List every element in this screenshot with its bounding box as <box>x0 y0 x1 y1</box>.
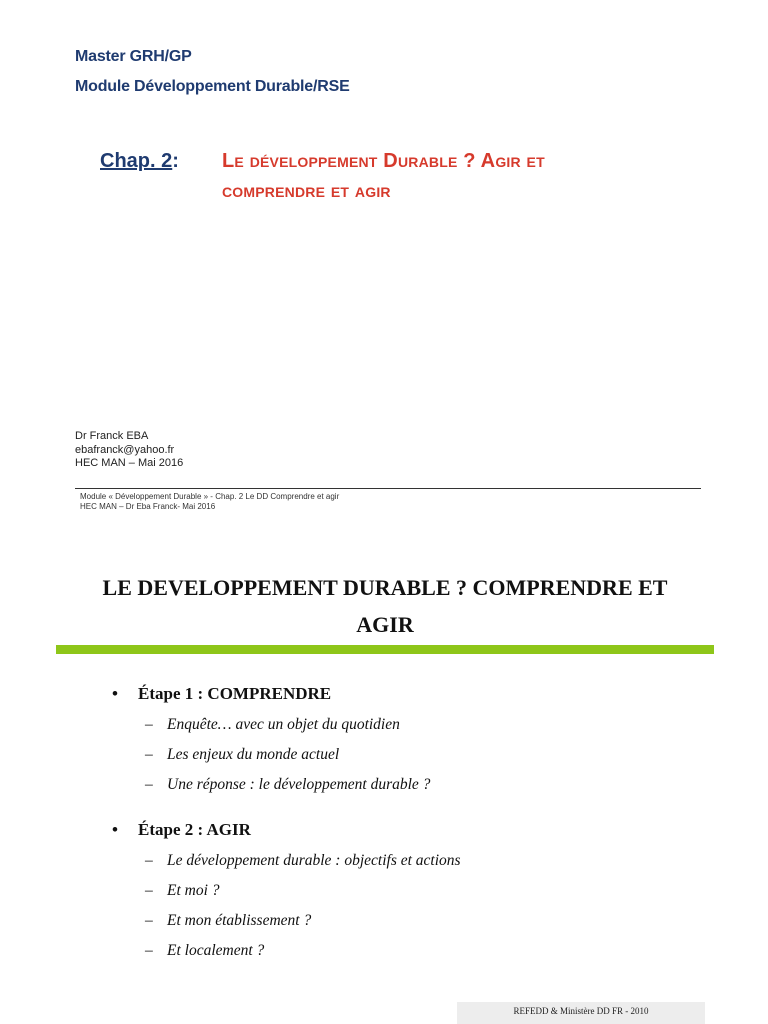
step-2-label: Étape 2 : AGIR <box>138 820 251 839</box>
step-2-item <box>145 852 461 870</box>
step-2-item-text: Et moi ? <box>167 882 220 899</box>
step-1-label: Étape 1 : COMPRENDRE <box>138 684 332 703</box>
dash-icon: – <box>145 852 153 869</box>
slide-credit: REFEDD & Ministère DD FR - 2010 <box>513 1006 649 1016</box>
page-footer-line-2: HEC MAN – Dr Eba Franck- Mai 2016 <box>80 502 216 511</box>
slide-title-line-2: AGIR <box>356 612 414 637</box>
chapter-label <box>100 150 179 173</box>
header-title: Master GRH/GP <box>75 48 192 65</box>
chapter-title-line-2: comprendre et agir <box>222 180 391 202</box>
step-2-item <box>145 882 220 900</box>
chapter-number: Chap. 2 <box>100 150 173 172</box>
step-2-item-text: Et localement ? <box>167 942 265 959</box>
step-2-item <box>145 942 264 960</box>
author-name: Dr Franck EBA <box>75 430 149 442</box>
page-divider <box>75 488 701 489</box>
dash-icon: – <box>145 746 153 763</box>
slide-title-line-1: LE DEVELOPPEMENT DURABLE ? COMPRENDRE ET <box>102 575 668 600</box>
header-subtitle: Module Développement Durable/RSE <box>75 78 350 95</box>
bullet-dot-icon: • <box>112 820 118 839</box>
dash-icon: – <box>145 716 153 733</box>
step-2-item-text: Et mon établissement ? <box>167 912 312 929</box>
bullet-dot-icon: • <box>112 684 118 703</box>
step-2-item <box>145 912 311 930</box>
chapter-title-line-1: Le développement Durable ? Agir et <box>222 150 545 172</box>
step-1-item-text: Enquête… avec un objet du quotidien <box>167 716 400 733</box>
step-2-heading <box>112 820 251 840</box>
step-1-item <box>145 716 400 734</box>
page-footer-line-1: Module « Développement Durable » - Chap. 2 Le DD Comprendre et agir <box>80 492 340 501</box>
step-2-item-text: Le développement durable : objectifs et actions <box>167 852 461 869</box>
author-email: ebafranck@yahoo.fr <box>75 444 175 456</box>
step-1-item <box>145 746 339 764</box>
dash-icon: – <box>145 912 153 929</box>
step-1-item <box>145 776 430 794</box>
step-1-item-text: Les enjeux du monde actuel <box>167 746 340 763</box>
dash-icon: – <box>145 882 153 899</box>
step-1-heading <box>112 684 331 704</box>
step-1-item-text: Une réponse : le développement durable ? <box>167 776 431 793</box>
dash-icon: – <box>145 942 153 959</box>
author-affiliation: HEC MAN – Mai 2016 <box>75 457 184 469</box>
slide-accent-bar <box>56 645 714 654</box>
dash-icon: – <box>145 776 153 793</box>
chapter-colon: : <box>172 150 179 172</box>
